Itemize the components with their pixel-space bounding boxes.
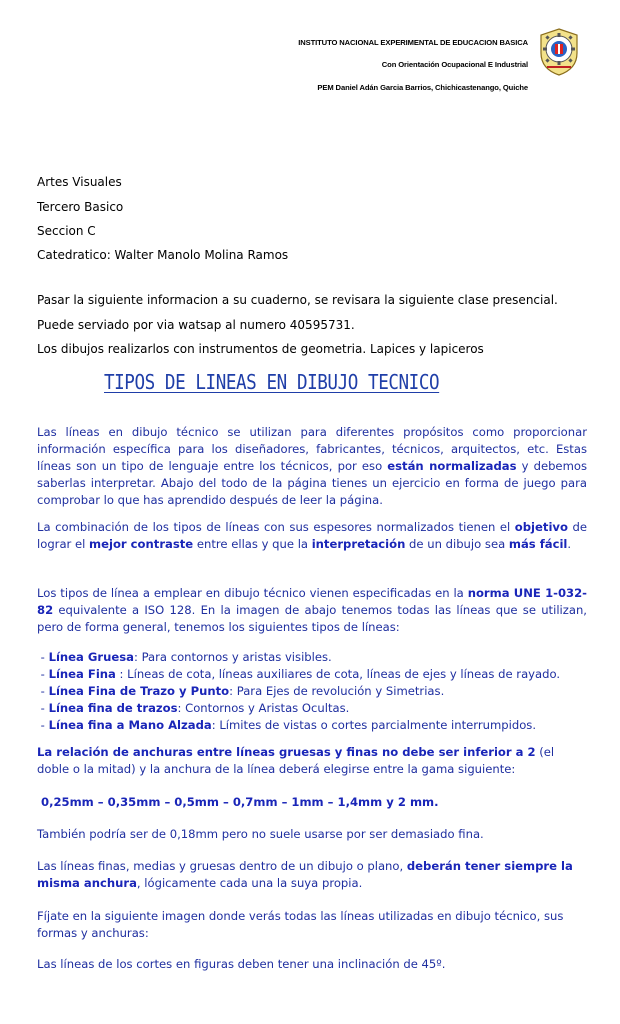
instruction-1: Pasar la siguiente informacion a su cuaderno, se revisara la siguiente clase presencial. (37, 293, 558, 307)
list-item: - Línea fina de trazos: Contornos y Aristas Ocultas. (37, 701, 350, 715)
header-line-2: Con Orientación Ocupacional E Industrial (381, 60, 528, 69)
list-item: - Línea fina a Mano Alzada: Límites de vistas o cortes parcialmente interrumpidos. (37, 718, 537, 732)
paragraph-combination: La combinación de los tipos de líneas con sus espesores normalizados tienen el objetivo de lograr el mejor contraste entre ellas y que la interpretación de un dibujo sea más fácil. (37, 520, 587, 551)
grade: Tercero Basico (37, 200, 124, 214)
paragraph-norma: Los tipos de línea a emplear en dibujo técnico vienen especificadas en la norma UNE 1-032-82 equivalente a ISO 128. En la imagen de abajo tenemos todas las líneas que se utilizan, pero de forma general, tenemos los siguientes tipos de líneas: (37, 586, 587, 634)
school-emblem-icon (537, 27, 581, 77)
list-item: - Línea Fina de Trazo y Punto: Para Ejes de revolución y Simetrias. (37, 684, 445, 698)
paragraph-image-note: Fíjate en la siguiente imagen donde verás todas las líneas utilizadas en dibujo técnico, sus formas y anchuras: (37, 909, 564, 940)
paragraph-same-width: Las líneas finas, medias y gruesas dentro de un dibujo o plano, deberán tener siempre la misma anchura, lógicamente cada una la suya propia. (37, 859, 573, 890)
line-sizes: 0,25mm – 0,35mm – 0,5mm – 0,7mm – 1mm – 1,4mm y 2 mm. (41, 795, 439, 809)
line-types-list (37, 649, 597, 734)
subject: Artes Visuales (37, 175, 122, 189)
instruction-3: Los dibujos realizarlos con instrumentos de geometria. Lapices y lapiceros (37, 342, 484, 356)
list-item: - Línea Fina : Líneas de cota, líneas auxiliares de cota, líneas de ejes y líneas de rayado. (37, 667, 561, 681)
header-line-3: PEM Daniel Adán Garcia Barrios, Chichicastenango, Quiche (317, 83, 528, 92)
list-item: - Línea Gruesa: Para contornos y aristas visibles. (37, 650, 332, 664)
header-line-1: INSTITUTO NACIONAL EXPERIMENTAL DE EDUCACION BASICA (298, 38, 528, 47)
section: Seccion C (37, 224, 96, 238)
paragraph-018: También podría ser de 0,18mm pero no suele usarse por ser demasiado fina. (37, 827, 484, 841)
paragraph-45-degrees: Las líneas de los cortes en figuras deben tener una inclinación de 45º. (37, 957, 446, 971)
page-title: TIPOS DE LINEAS EN DIBUJO TECNICO (104, 370, 440, 394)
paragraph-intro: Las líneas en dibujo técnico se utilizan para diferentes propósitos como proporcionar información específica para los diseñadores, fabricantes, técnicos, arquitectos, etc. Estas líneas son un tipo de lenguaje entre los técnicos, por eso están normalizadas y debemos saberlas interpretar. Abajo del todo de la página tienes un ejercicio en forma de juego para comprobar lo que has aprendido después de leer la página. (37, 425, 587, 507)
instruction-2: Puede serviado por via watsap al numero 40595731. (37, 318, 355, 332)
teacher: Catedratico: Walter Manolo Molina Ramos (37, 248, 289, 262)
paragraph-ratio: La relación de anchuras entre líneas gruesas y finas no debe ser inferior a 2 (el doble o la mitad) y la anchura de la línea deberá elegirse entre la gama siguiente: (37, 745, 555, 776)
